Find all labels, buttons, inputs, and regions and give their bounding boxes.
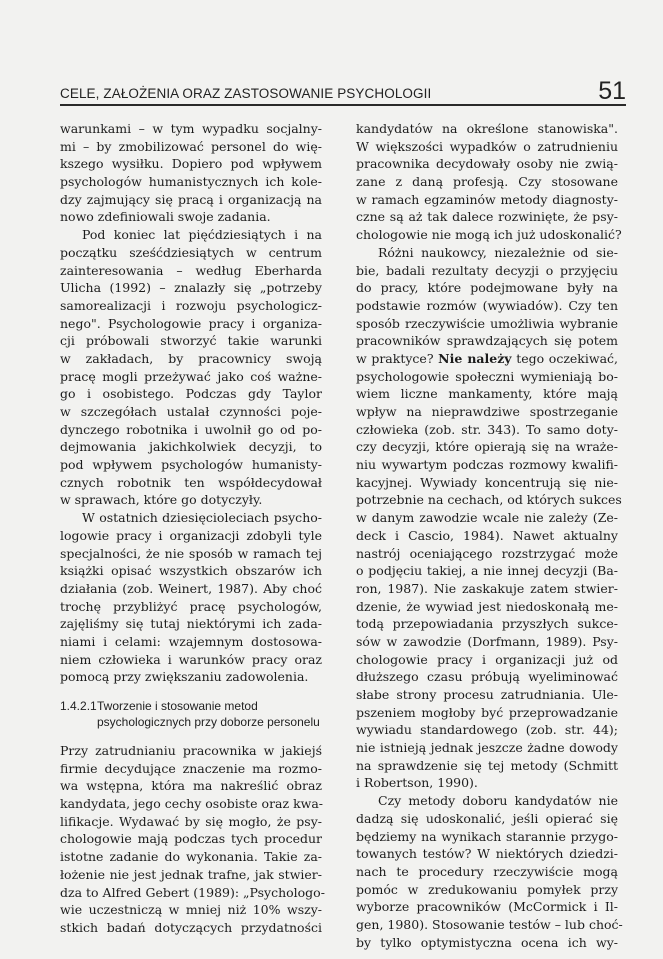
text-line: chologowie pracy i organizacji już od (356, 651, 618, 667)
text-line: w danym zawodzie wcale nie zależy (Ze- (356, 510, 618, 526)
section-title-line: psychologicznych przy doborze personelu (97, 715, 320, 729)
text-line: warunkami – w tym wypadku socjalny- (60, 121, 322, 136)
text-line: nowo zdefiniowali swoje zadania. (60, 209, 271, 225)
text-line: zainteresowania – według Eberharda (60, 262, 322, 278)
text-line: pod wpływem psychologów humanisty- (60, 457, 322, 473)
text-line: nach te procedury rzeczywiście mogą (356, 863, 618, 879)
text-line: do pracy, które podejmowane były na (356, 280, 618, 296)
text-line: gen, 1980). Stosowanie testów – lub choć- (356, 916, 623, 932)
text-line: istotne zadanie do wykonania. Takie za- (60, 849, 322, 865)
text-line: dadzą się udoskonalić, jeśli opierać się (356, 810, 618, 826)
text-line: W większości wypadków o zatrudnieniu (356, 138, 618, 154)
section-number: 1.4.2.1 (60, 699, 97, 713)
text-segment: w praktyce? (356, 350, 439, 366)
text-line: człowieka (zob. str. 343). To samo doty- (356, 421, 618, 437)
text-line: Pod koniec lat pięćdziesiątych i na (82, 227, 322, 243)
text-line: nastrój oceniającego rozstrzygać może (356, 545, 618, 561)
text-line: pracę mogli przeżywać jako coś ważne- (60, 368, 322, 384)
text-line: wa wstępna, która ma nakreślić obraz (60, 778, 322, 794)
text-line: niu wywartym podczas rozmowy kwalifi- (356, 457, 618, 473)
text-segment: tego oczekiwać, (511, 350, 619, 366)
text-line: pracowników sprawdzających się potem (356, 333, 618, 349)
left-column (60, 120, 325, 937)
text-line: nie istnieją jednak jeszcze żadne dowody (356, 740, 618, 756)
text-line: trochę przybliżyć pracę psychologów, (60, 598, 322, 614)
text-line: w ramach egzaminów metody diagnosty- (356, 191, 618, 207)
text-line: pszeniem mogłoby być przeprowadzanie (356, 704, 618, 720)
text-line: łożenie nie jest jednak trafne, jak stwier- (60, 866, 322, 882)
text-line: i Robertson, 1990). (356, 775, 478, 791)
text-line: słabe strony procesu zatrudniania. Ule- (356, 687, 618, 702)
text-line: stkich badań dotyczących przydatności (60, 919, 322, 935)
paragraph (356, 792, 623, 951)
text-line: niami i celami: wzajemnym dostosowa- (60, 633, 322, 649)
text-line: w sprawach, które go dotyczyły. (60, 492, 263, 508)
text-line: kszego wysiłku. Dopiero pod wpływem (60, 156, 322, 172)
text-line: na sprawdzenie się tej metody (Schmitt (356, 757, 618, 773)
text-line: potrzebnie na cechach, od których sukces (356, 492, 622, 508)
text-line: nego". Psychologowie pracy i organiza- (60, 315, 322, 331)
text-line: Różni naukowcy, niezależnie od sie- (378, 244, 618, 260)
right-column (356, 120, 623, 951)
page-header (60, 74, 626, 106)
section-title-line: Tworzenie i stosowanie metod (97, 699, 258, 713)
text-line: dynczego robotnika i uwolnił go od po- (60, 421, 322, 437)
text-line: pracownika decydowały osoby nie zwią- (356, 156, 618, 172)
text-line: psychologowie społeczni wymieniają bo- (356, 368, 618, 384)
page-number: 51 (598, 77, 626, 105)
text-line: sposób rzeczywiście umożliwia wybranie (356, 315, 618, 331)
text-line: samorealizacji i rozwoju psychologicz- (60, 297, 322, 313)
text-line: by tylko optymistyczna ocena ich wy- (356, 934, 618, 950)
text-line: o podjęciu takiej, a nie innej decyzji (Ba- (356, 563, 618, 579)
text-line: dza to Alfred Gebert (1989): „Psychologo- (60, 884, 325, 900)
text-line: chologowie mają podczas tych procedur (60, 831, 322, 847)
text-line: czy decyzji, które opierają się na wraże- (356, 439, 618, 455)
text-line: kandydatów na określone stanowiska". (356, 121, 618, 136)
text-line: niem człowieka i warunków pracy oraz (60, 651, 322, 667)
text-line: zajęliśmy się tutaj niektórymi ich zada- (60, 616, 322, 632)
text-line: czne są aż tak dalece rozwinięte, że psy- (356, 209, 618, 225)
text-line: książki opisać wszystkich obszarów ich (60, 563, 322, 579)
text-line: dzy zajmujący się pracą i organizacją na (60, 191, 322, 207)
paragraph (60, 742, 325, 937)
paragraph (356, 244, 622, 792)
text-line: specjalności, że nie sposób w ramach tej (60, 545, 322, 561)
text-line: kandydata, jego cechy osobiste oraz kwa- (60, 796, 324, 812)
text-line: wpływ na nieprawdziwe spostrzeganie (356, 404, 618, 419)
text-line: będziemy na wynikach starannie przygo- (356, 828, 618, 844)
emphasis-text: Nie należy (438, 350, 512, 366)
text-line: dłuższego czasu próbują wyeliminować (356, 669, 618, 685)
text-line: pomocą przy zwiększaniu zadowolenia. (60, 669, 309, 685)
text-line: pomóc w zredukowaniu pomyłek przy (356, 881, 618, 897)
text-line: wie uczestniczą w mniej niż 10% wszy- (60, 902, 322, 918)
text-line: cji próbowali stworzyć takie warunki (60, 333, 322, 349)
text-line: w zakładach, by pracownicy swoją (60, 350, 322, 366)
text-line: Czy metody doboru kandydatów nie (378, 793, 618, 809)
text-line: dzenie, że wywiad jest niedoskonałą me- (356, 598, 618, 614)
text-line: chologowie nie mogą ich już udoskonalić? (356, 227, 622, 243)
text-line: Przy zatrudnianiu pracownika w jakiejś (60, 743, 322, 758)
text-line: todą przepowiadania przyszłych sukce- (356, 616, 618, 632)
paragraph (60, 509, 322, 686)
text-line: firmie decydujące znaczenie ma rozmo- (60, 760, 322, 776)
text-line: towanych testów? W niektórych dziedzi- (356, 846, 618, 862)
text-line-with-emphasis (356, 350, 618, 368)
text-line: psychologów humanistycznych ich kole- (60, 174, 322, 190)
running-title: CELE, ZAŁOŻENIA ORAZ ZASTOSOWANIE PSYCHOLOGII (60, 86, 432, 101)
text-line: początku sześćdziesiątych w centrum (60, 244, 322, 260)
text-line: dejmowania jakichkolwiek decyzji, to (60, 439, 322, 455)
section-heading (60, 698, 322, 730)
text-line: Ulicha (1992) – znalazły się „potrzeby (60, 280, 322, 296)
text-line: mi – by zmobilizować personel do wię- (60, 138, 322, 154)
text-line: lifikacje. Wydawać by się mogło, że psy- (60, 813, 322, 829)
paragraph (60, 120, 322, 226)
text-line: sów w zawodzie (Dorfmann, 1989). Psy- (356, 633, 618, 649)
text-line: podstawie rozmów (wywiadów). Czy ten (356, 297, 618, 313)
text-line: deck i Cascio, 1984). Nawet aktualny (356, 527, 618, 543)
text-line: logowie pracy i organizacji zdobyli tyle (60, 527, 322, 543)
text-line: kacyjnej. Wywiady koncentrują się nie- (356, 474, 618, 490)
text-line: ron, 1987). Nie zaskakuje zatem stwier- (356, 580, 618, 596)
text-line: wywiadu standardowego (zob. str. 44); (356, 722, 618, 738)
paragraph (60, 226, 322, 509)
text-line: go i osobistego. Podczas gdy Taylor (60, 386, 322, 402)
text-line: W ostatnich dziesięcioleciach psycho- (82, 510, 322, 526)
text-line: zane z daną profesją. Czy stosowane (356, 174, 618, 190)
paragraph (356, 120, 622, 244)
text-line: w szczegółach ustalał czynności poje- (60, 404, 322, 419)
text-line: działania (zob. Weinert, 1987). Aby choć (60, 580, 322, 596)
text-line: cznych robotnik ten współdecydował (60, 474, 322, 490)
text-line: bie, badali rezultaty decyzji o przyjęciu (356, 262, 618, 278)
text-line: wyborze pracowników (McCormick i Il- (356, 899, 618, 915)
text-line: wiem liczne mankamenty, które mają (356, 386, 618, 402)
